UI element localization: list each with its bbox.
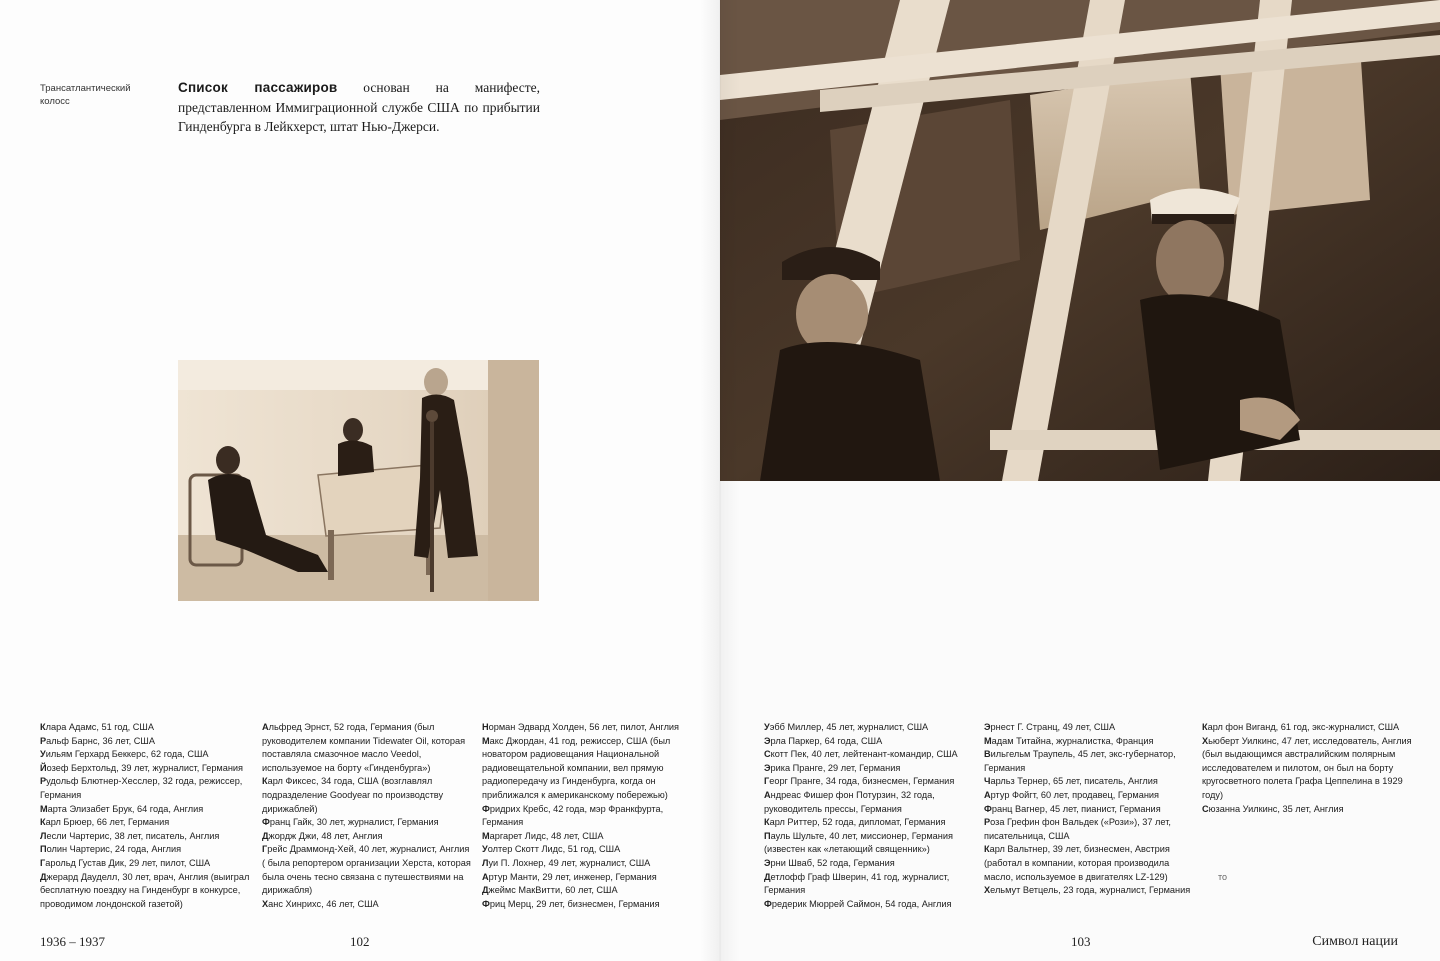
passenger-initial: У	[40, 749, 46, 760]
passenger-details: ауль Шульте, 40 лет, миссионер, Германия (известен как «летающий священник»)	[764, 830, 953, 855]
passenger-initial: М	[40, 803, 48, 814]
passenger-initial: У	[482, 844, 488, 855]
passenger-details: арл Фиксес, 34 года, США (возглавлял подразделение Goodyear по производству дирижаблей)	[262, 776, 444, 814]
passenger-details: арл Вальтнер, 39 лет, бизнесмен, Австрия (работал в компании, которая производила масло, используемое в двигателях LZ-129)	[984, 844, 1170, 882]
passenger-details: жеймс МакВитти, 60 лет, США	[488, 885, 618, 896]
passenger-details: рла Паркер, 64 года, США	[770, 735, 883, 746]
passenger-initial: Х	[262, 898, 269, 909]
passenger-initial: К	[1202, 722, 1208, 732]
passenger-details: ртур Манти, 29 лет, инженер, Германия	[488, 871, 657, 882]
passenger-entry	[482, 721, 694, 735]
passenger-initial: Ф	[262, 817, 270, 828]
passenger-details: олин Чартерис, 24 года, Англия	[46, 844, 182, 855]
passenger-details: ртур Фойгт, 60 лет, продавец, Германия	[990, 789, 1160, 800]
passenger-initial: А	[262, 722, 269, 732]
passenger-initial: К	[262, 776, 268, 787]
passenger-entry	[482, 857, 694, 871]
passenger-initial: У	[764, 722, 770, 732]
section-label: Трансатлантический колосс	[40, 83, 131, 107]
passenger-initial: К	[40, 722, 46, 732]
passenger-details: если Чартерис, 38 лет, писатель, Англия	[46, 830, 220, 841]
passenger-entry	[764, 871, 976, 898]
passenger-details: льфред Эрнст, 52 года, Германия (был руководителем компании Tidewater Oil, которая поставляла смазочное масло Veedol, используемое на борту «Гинденбурга»)	[262, 722, 466, 773]
passenger-entry	[984, 735, 1196, 749]
passenger-details: адам Титайна, журналистка, Франция	[991, 735, 1154, 746]
passenger-entry	[262, 721, 474, 775]
passenger-column-6	[1202, 721, 1414, 816]
passenger-details: ильям Герхард Беккерс, 62 года, США	[45, 749, 209, 760]
passenger-initial: С	[764, 749, 771, 760]
passenger-entry	[984, 816, 1196, 843]
passenger-initial: А	[482, 871, 489, 882]
passenger-entry	[1202, 721, 1414, 735]
passenger-details: ранц Гайк, 30 лет, журналист, Германия	[269, 817, 439, 828]
passenger-entry	[984, 748, 1196, 775]
passenger-entry	[40, 803, 252, 817]
passenger-entry	[262, 816, 474, 830]
passenger-entry	[482, 898, 694, 912]
passenger-details: арольд Густав Дик, 29 лет, пилот, США	[45, 857, 211, 868]
passenger-entry	[482, 843, 694, 857]
passenger-initial: Д	[764, 871, 771, 882]
passenger-initial: В	[984, 749, 991, 760]
passenger-entry	[764, 775, 976, 789]
lounge-photo	[178, 360, 539, 601]
passenger-details: эбб Миллер, 45 лет, журналист, США	[769, 722, 929, 732]
passenger-details: рнест Г. Странц, 49 лет, США	[990, 722, 1116, 732]
passenger-entry	[764, 898, 976, 912]
passenger-entry	[984, 884, 1196, 898]
passenger-entry	[40, 830, 252, 844]
passenger-column-4	[764, 721, 976, 911]
footer-years: 1936 – 1937	[40, 934, 105, 949]
passenger-details: лара Адамс, 51 год, США	[45, 722, 154, 732]
passenger-entry	[482, 803, 694, 830]
passenger-initial: П	[40, 844, 47, 855]
passenger-column-5	[984, 721, 1196, 898]
passenger-details: арл Риттер, 52 года, дипломат, Германия	[769, 817, 946, 828]
passenger-entry	[262, 830, 474, 844]
passenger-details: етлофф Граф Шверин, 41 год, журналист, Германия	[764, 871, 950, 896]
passenger-details: юзанна Уилкинс, 35 лет, Англия	[1208, 803, 1344, 814]
passenger-entry	[262, 775, 474, 816]
passenger-entry	[764, 789, 976, 816]
passenger-entry	[40, 816, 252, 830]
passenger-initial: К	[764, 817, 770, 828]
passenger-entry	[40, 775, 252, 802]
passenger-entry	[482, 830, 694, 844]
passenger-entry	[40, 843, 252, 857]
passenger-entry	[262, 843, 474, 897]
passenger-initial: Х	[984, 885, 991, 896]
passenger-column-2	[262, 721, 474, 911]
page-number-left: 102	[350, 934, 370, 949]
passenger-initial: Г	[40, 857, 46, 868]
passenger-initial: Ф	[764, 898, 772, 909]
passenger-entry	[764, 748, 976, 762]
passenger-entry	[984, 775, 1196, 789]
passenger-initial: Л	[482, 857, 489, 868]
passenger-details: рни Шваб, 52 года, Германия	[770, 857, 895, 868]
intro-paragraph	[178, 78, 540, 137]
passenger-details: жерард Дауделл, 30 лет, врач, Англия (выиграл бесплатную поездку на Гинденбург в конкурсе, проводимом лондонской газетой)	[40, 871, 250, 909]
passenger-entry	[262, 898, 474, 912]
passenger-initial: Э	[764, 762, 771, 773]
passenger-initial: К	[40, 817, 46, 828]
passenger-initial: К	[984, 844, 990, 855]
passenger-initial: Н	[482, 722, 489, 732]
passenger-initial: Г	[262, 844, 268, 855]
passenger-initial: Э	[984, 722, 991, 732]
passenger-entry	[1202, 735, 1414, 803]
passenger-entry	[764, 735, 976, 749]
passenger-details: риц Мерц, 29 лет, бизнесмен, Германия	[489, 898, 660, 909]
passenger-details: арта Элизабет Брук, 64 года, Англия	[47, 803, 204, 814]
passenger-entry	[40, 762, 252, 776]
intro-text: основан на манифесте, представленном Иммиграционной службе США по прибытии Гинденбурга в Лейкхерст, штат Нью-Джерси.	[178, 80, 540, 134]
passenger-initial: Л	[40, 830, 47, 841]
book-gutter-shadow	[700, 0, 740, 961]
stray-mark: то	[1218, 872, 1228, 882]
passenger-entry	[984, 843, 1196, 884]
passenger-entry	[984, 721, 1196, 735]
passenger-entry	[1202, 803, 1414, 817]
passenger-details: акс Джордан, 41 год, режиссер, США (был новатором радиовещания Национальной радиовещательной компании, вел прямую радиопередачу из Гинденбурга, когда он приближался к американскому побережью)	[482, 735, 671, 800]
passenger-initial: Э	[764, 857, 771, 868]
passenger-details: рейс Драммонд-Хей, 40 лет, журналист, Англия ( была репортером организации Херста, которая была очень тесно связана с путешествиями на дирижабля)	[262, 844, 471, 896]
passenger-details: жордж Джи, 48 лет, Англия	[268, 830, 383, 841]
passenger-details: ильгельм Траупель, 45 лет, экс-губернатор, Германия	[984, 749, 1176, 773]
passenger-initial: М	[482, 830, 490, 841]
passenger-entry	[764, 816, 976, 830]
passenger-initial: М	[482, 735, 490, 746]
passenger-details: арл Брюер, 66 лет, Германия	[45, 817, 170, 828]
passenger-details: аргарет Лидс, 48 лет, США	[489, 830, 604, 841]
passenger-details: ельмут Ветцель, 23 года, журналист, Германия	[990, 885, 1191, 896]
intro-bold-lead: Список пассажиров	[178, 80, 338, 95]
passenger-initial: Ф	[482, 898, 490, 909]
passenger-entry	[40, 857, 252, 871]
passenger-entry	[482, 871, 694, 885]
passenger-initial: Ф	[482, 803, 490, 814]
passenger-details: арльз Тернер, 65 лет, писатель, Англия	[990, 776, 1158, 787]
passenger-initial: Д	[482, 885, 489, 896]
passenger-column-3	[482, 721, 694, 911]
passenger-entry	[764, 721, 976, 735]
passenger-details: ндреас Фишер фон Потурзин, 32 года, руководитель прессы, Германия	[764, 789, 935, 814]
passenger-entry	[764, 762, 976, 776]
passenger-details: арл фон Виганд, 61 год, экс-журналист, США	[1207, 722, 1400, 732]
passenger-initial: Р	[40, 776, 47, 787]
passenger-initial: Ф	[984, 803, 992, 814]
passenger-details: уи П. Лохнер, 49 лет, журналист, США	[488, 857, 651, 868]
passenger-details: еорг Пранге, 34 года, бизнесмен, Германия	[769, 776, 955, 787]
passenger-details: редерик Мюррей Саймон, 54 года, Англия	[771, 898, 952, 909]
passenger-entry	[764, 857, 976, 871]
passenger-initial: Д	[40, 871, 47, 882]
passenger-initial: П	[764, 830, 771, 841]
passenger-details: ьюберт Уилкинс, 47 лет, исследователь, Англия (был выдающимся австралийским полярным исследователем и пилотом, он был на борту кругосветного полета Графа Цеппелина в 1929 году)	[1202, 735, 1412, 800]
page-number-right: 103	[1071, 934, 1091, 949]
zeppelin-window-photo	[720, 0, 1440, 481]
passenger-initial: Р	[40, 735, 47, 746]
passenger-initial: Ч	[984, 776, 991, 787]
passenger-details: анс Хинрихс, 46 лет, США	[268, 898, 379, 909]
passenger-entry	[40, 871, 252, 912]
passenger-initial: С	[1202, 803, 1209, 814]
passenger-details: ридрих Кребс, 42 года, мэр Франкфурта, Германия	[482, 803, 664, 828]
passenger-details: ранц Вагнер, 45 лет, пианист, Германия	[991, 803, 1161, 814]
passenger-entry	[482, 735, 694, 803]
passenger-initial: Д	[262, 830, 269, 841]
passenger-initial: А	[984, 789, 991, 800]
passenger-entry	[482, 884, 694, 898]
passenger-details: озеф Берхтольд, 39 лет, журналист, Германия	[46, 762, 244, 773]
passenger-entry	[40, 735, 252, 749]
passenger-initial: Г	[764, 776, 770, 787]
passenger-entry	[984, 803, 1196, 817]
passenger-details: рика Пранге, 29 лет, Германия	[770, 762, 901, 773]
passenger-initial: Р	[984, 817, 991, 828]
passenger-entry	[984, 789, 1196, 803]
running-title: Символ нации	[1312, 934, 1398, 949]
passenger-entry	[764, 830, 976, 857]
passenger-details: олтер Скотт Лидс, 51 год, США	[487, 844, 621, 855]
passenger-details: оза Грефин фон Вальдек («Рози»), 37 лет, писательница, США	[984, 817, 1171, 841]
passenger-initial: А	[764, 789, 771, 800]
passenger-entry	[40, 721, 252, 735]
passenger-initial: М	[984, 735, 992, 746]
passenger-initial: Х	[1202, 735, 1209, 746]
passenger-details: альф Барнс, 36 лет, США	[46, 735, 155, 746]
passenger-entry	[40, 748, 252, 762]
passenger-initial: Э	[764, 735, 771, 746]
right-page	[720, 0, 1440, 961]
passenger-initial: Й	[40, 762, 47, 773]
passenger-details: котт Пек, 40 лет, лейтенант-командир, США	[770, 749, 958, 760]
passenger-details: удольф Блютнер-Хесслер, 32 года, режиссер, Германия	[40, 776, 243, 800]
passenger-column-1	[40, 721, 252, 911]
passenger-details: орман Эдвард Холден, 56 лет, пилот, Англия	[488, 722, 680, 732]
